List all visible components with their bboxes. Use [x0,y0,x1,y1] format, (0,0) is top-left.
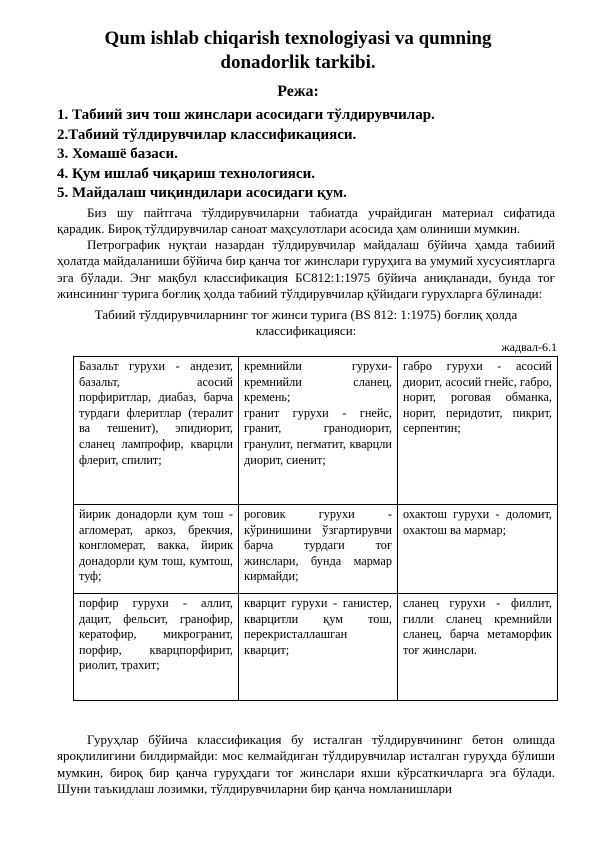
paragraph-intro-text: Биз шу пайтгача тўлдирувчиларни табиатда учрайдиган материал сифатида қарадик. Бироқ тўлдирувчилар саноат маҳсулотлари асосида ҳам олиниши мумкин. [57,205,555,237]
table-cell: габро гурухи - асосий диорит, асосий гнейс, габро, норит, роговая обманка, норит, перидотит, пикрит, серпентин; [398,357,558,505]
classification-table [73,356,558,701]
title-line-1: Qum ishlab chiqarish texnologiyasi va qumning [104,28,492,49]
plan-item: 1. Табиий зич тош жинслари асосидаги тўлдирувчилар. [57,107,435,123]
paragraph-petrographic [57,237,555,302]
table-cell: порфир гурухи - аллит, дацит, фельсит, гранофир, кератофир, микрогранит, порфир, кварцпорфирит, риолит, трахит; [74,594,239,701]
paragraph-petrographic-text: Петрографик нуқтаи назардан тўлдирувчилар майдалаш бўйича ҳамда табиий ҳолатда майдаланиши бўйича бир қанча тоғ жинслари гуруҳига ва умумий хусусиятларга эга бўлади. Энг мақбул классификация БС812:1:1975 бўйича аниқланади, бунда тоғ жинсининг турига боғлиқ ҳолда табиий тўлдирувчилар қўйидаги гурухларга бўлинади: [57,237,555,301]
cell-text: охактош гурухи - доломит, охактош ва мармар; [403,507,552,537]
paragraph-conclusion [57,732,555,797]
table-caption-line-1: Табиий тўлдирувчиларнинг тоғ жинси турига (BS 812: 1:1975) боғлиқ ҳолда [94,307,518,322]
table-row [74,505,558,594]
plan-label: Режа: [277,83,319,100]
paragraph-conclusion-text: Гуруҳлар бўйича классификация бу исталган тўлдирувчининг бетон олишда яроқлилигини билдирмайди: мос келмайдиган тўлдирувчилар исталган гуруҳда бўлиши мумкин, бироқ бир қанча гуруҳдаги тоғ жинслари яхши кўрсаткичларга эга бўлади. Шуни таъкидлаш лозимки, тўлдирувчиларни бир қанча номланишлари [57,732,555,796]
table-cell [74,505,239,594]
plan-item: 5. Майдалаш чиқиндилари асосидаги қум. [57,185,347,202]
table-caption [57,307,555,339]
plan-item: 4. Қум ишлаб чиқариш технологияси. [57,165,315,182]
plan-item: 2.Табиий тўлдирувчилар классификацияси. [57,126,357,143]
table-cell [398,505,558,594]
table-cell [239,505,398,594]
table-number: жадвал-6.1 [501,340,557,354]
plan-item: 3. Хомашё базаси. [57,146,178,163]
document-title [60,27,536,75]
paragraph-intro [57,205,555,238]
title-line-2: donadorlik tarkibi. [220,52,376,73]
table-row [74,357,558,505]
cell-line: гранит гурухи - гнейс, гранит, гранодиорит, гранулит, пегматит, кварцли диорит, сиенит; [244,405,392,467]
table-cell: Базальт гурухи - андезит, базальт, асосий порфиритлар, диабаз, барча турдаги флеритлар (тералит ва тешенит), эпидиорит, сланец лампрофир, кварцли флерит, спилит; [74,357,239,505]
table-row [74,594,558,701]
plan-list [57,106,557,204]
table-cell: кварцит гурухи - ганистер, кварцитли қум тош, перекристаллашган кварцит; [239,594,398,701]
table-cell: сланец гурухи - филлит, гилли сланец кремнийли сланец, барча метаморфик тоғ жинслари. [398,594,558,701]
cell-line: кремнийли гурухи- кремнийли сланец, кремень; [244,359,392,405]
table-cell [239,357,398,505]
cell-text: роговик гурухи - кўринишини ўзгартирувчи барча турдаги тоғ жинслари, бунда мармар кирмайди; [244,507,392,584]
cell-text: йирик донадорли қум тош - агломерат, аркоз, брекчия, конгломерат, вакка, йирик донадорли қум тош, кумтош, туф; [79,507,233,584]
table-caption-line-2: классификацияси: [255,323,357,338]
